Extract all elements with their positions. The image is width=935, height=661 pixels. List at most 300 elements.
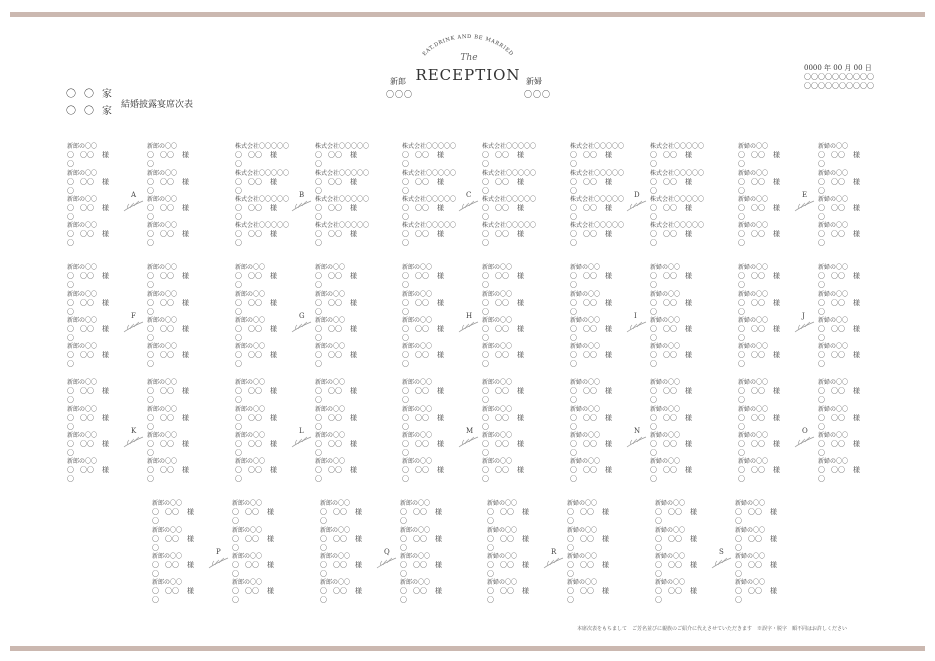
- guest-name: [400, 587, 456, 605]
- guest-name-part: 〇〇: [655, 508, 662, 525]
- guest-role: 新郎の〇〇: [232, 553, 263, 560]
- guest-role: 新婦の〇〇: [738, 432, 769, 439]
- guest-name: [567, 535, 623, 553]
- guest-role: 新婦の〇〇: [567, 500, 598, 507]
- guest-seat: [320, 499, 376, 525]
- guest-role: 新婦の〇〇: [650, 379, 681, 386]
- guest-name-part: 〇〇: [583, 414, 597, 422]
- guest-name-part: 〇〇: [415, 299, 429, 307]
- table-g: [235, 263, 405, 371]
- guest-name: [147, 351, 203, 369]
- guest-role: 新婦の〇〇: [738, 222, 769, 229]
- guest-name-part: 様: [187, 535, 194, 543]
- guest-seat: [482, 457, 538, 483]
- guest-seat: [320, 578, 376, 604]
- guest-name-part: 〇〇: [67, 204, 74, 221]
- guest-role: 新婦の〇〇: [738, 317, 769, 324]
- guest-name-part: 〇〇: [482, 351, 489, 368]
- guest-name-part: 様: [517, 204, 524, 212]
- guest-name: [67, 351, 123, 369]
- guest-name-part: 〇〇: [235, 351, 242, 368]
- guest-name-part: 〇〇: [495, 204, 509, 212]
- guest-name-part: 〇〇: [232, 561, 239, 578]
- leaf-icon: [457, 320, 479, 334]
- guest-name: [650, 351, 706, 369]
- guest-seat: [655, 499, 711, 525]
- guest-name-part: 様: [773, 230, 780, 238]
- guest-name-part: 〇〇: [831, 414, 845, 422]
- guest-name-part: 〇〇: [152, 535, 159, 552]
- guest-role: 新郎の〇〇: [67, 432, 98, 439]
- script-the: The: [460, 53, 478, 63]
- guest-role: 新郎の〇〇: [235, 406, 266, 413]
- guest-name-part: 〇〇: [663, 440, 677, 448]
- date-block: [804, 64, 874, 91]
- reception-title: RECEPTION: [415, 66, 521, 84]
- guest-role: 新郎の〇〇: [315, 379, 346, 386]
- guest-name-part: 〇〇: [235, 440, 242, 457]
- guest-name-part: 〇〇: [415, 151, 429, 159]
- guest-name-part: 様: [685, 299, 692, 307]
- guest-seat: [482, 378, 538, 404]
- guest-name-part: 〇〇: [402, 440, 409, 457]
- guest-name: [315, 440, 371, 458]
- guest-name-part: 〇〇: [67, 325, 74, 342]
- guest-role: 新婦の〇〇: [818, 143, 849, 150]
- guest-name-part: 〇〇: [235, 204, 242, 221]
- guest-name: [235, 230, 291, 248]
- guest-name-part: 様: [522, 587, 529, 595]
- guest-name-part: 様: [773, 178, 780, 186]
- guest-name-part: 〇〇: [570, 440, 577, 457]
- guest-seat: [570, 342, 626, 368]
- guest-name-part: 〇〇: [80, 204, 94, 212]
- guest-name-part: 様: [522, 561, 529, 569]
- guest-name-part: 〇〇: [147, 151, 154, 168]
- guest-name-part: 〇〇: [402, 466, 409, 483]
- guest-seat: [147, 290, 203, 316]
- guest-role: 株式会社〇〇〇〇〇: [402, 143, 457, 150]
- guest-name-part: 様: [102, 272, 109, 280]
- guest-name-part: 様: [773, 414, 780, 422]
- guest-role: 新婦の〇〇: [655, 579, 686, 586]
- guest-name: [738, 440, 794, 458]
- guest-name-part: 様: [355, 587, 362, 595]
- guest-name-part: 様: [690, 587, 697, 595]
- guest-role: 新郎の〇〇: [400, 579, 431, 586]
- guest-name-part: 〇〇: [80, 299, 94, 307]
- guest-role: 新郎の〇〇: [147, 196, 178, 203]
- guest-name-part: 〇〇: [147, 299, 154, 316]
- guest-name-part: 〇〇: [67, 351, 74, 368]
- guest-name-part: 〇〇: [570, 466, 577, 483]
- guest-seat: [655, 526, 711, 552]
- guest-name-part: 様: [437, 151, 444, 159]
- guest-name-part: 〇〇: [328, 272, 342, 280]
- guest-seat: [818, 316, 874, 342]
- guest-name-part: 〇〇: [400, 535, 407, 552]
- date-text: 0000 年 00 月 00 日: [804, 64, 872, 72]
- guest-name-part: 〇〇: [328, 351, 342, 359]
- guest-name-part: 様: [435, 587, 442, 595]
- guest-seat: [315, 142, 371, 168]
- guest-role: 新婦の〇〇: [567, 553, 598, 560]
- guest-name-part: 〇〇: [402, 151, 409, 168]
- guest-role: 新郎の〇〇: [320, 500, 351, 507]
- guest-name-part: 〇〇: [663, 299, 677, 307]
- guest-name-part: 様: [605, 204, 612, 212]
- guest-name-part: 様: [605, 272, 612, 280]
- guest-name-part: 様: [187, 587, 194, 595]
- guest-name: [315, 272, 371, 290]
- guest-name-part: 〇〇: [160, 466, 174, 474]
- guest-seat: [67, 405, 123, 431]
- guest-name-part: 様: [270, 440, 277, 448]
- guest-name-part: 様: [182, 440, 189, 448]
- guest-name-part: 〇〇: [495, 351, 509, 359]
- guest-name-part: 〇〇: [160, 151, 174, 159]
- guest-seat: [67, 342, 123, 368]
- guest-name: [818, 272, 874, 290]
- guest-name-part: 様: [270, 204, 277, 212]
- guest-name-part: 〇〇: [831, 299, 845, 307]
- guest-role: 新郎の〇〇: [235, 432, 266, 439]
- guest-name-part: 〇〇: [160, 414, 174, 422]
- guest-seat: [147, 169, 203, 195]
- family-label: 家: [102, 89, 112, 100]
- guest-name-part: 様: [350, 299, 357, 307]
- guest-name-part: 〇〇: [570, 387, 577, 404]
- guest-name-part: 様: [770, 508, 777, 516]
- guest-name: [147, 272, 203, 290]
- guest-name: [235, 325, 291, 343]
- guest-role: 新郎の〇〇: [67, 458, 98, 465]
- guest-name-part: 〇〇: [67, 440, 74, 457]
- guest-name-part: 様: [270, 299, 277, 307]
- guest-name-part: 〇〇: [248, 351, 262, 359]
- guest-name-part: 〇〇: [415, 272, 429, 280]
- guest-name-part: 様: [267, 535, 274, 543]
- guest-name-part: 〇〇: [165, 561, 179, 569]
- guest-name-part: 〇〇: [328, 440, 342, 448]
- guest-name-part: 〇〇: [663, 325, 677, 333]
- guest-seat: [67, 290, 123, 316]
- guest-role: 新婦の〇〇: [655, 527, 686, 534]
- guest-name-part: 〇〇: [248, 230, 262, 238]
- groom-label: 新郎: [390, 77, 406, 86]
- table-label: R: [551, 548, 557, 556]
- time-text-2: 〇〇〇〇〇〇〇〇〇〇: [804, 82, 874, 90]
- guest-name: [67, 325, 123, 343]
- leaf-icon: [122, 320, 144, 334]
- guest-name-part: 〇〇: [147, 466, 154, 483]
- guest-seat: [315, 378, 371, 404]
- guest-name-part: 様: [350, 230, 357, 238]
- guest-seat: [567, 526, 623, 552]
- guest-role: 新婦の〇〇: [738, 379, 769, 386]
- table-label: H: [466, 312, 473, 320]
- table-k: [67, 378, 237, 486]
- guest-name-part: 様: [690, 561, 697, 569]
- guest-name-part: 〇〇: [818, 272, 825, 289]
- guest-name-part: 〇〇: [147, 204, 154, 221]
- table-label: G: [299, 312, 305, 320]
- guest-seat: [232, 578, 288, 604]
- guest-name-part: 〇〇: [248, 440, 262, 448]
- guest-name-part: 〇〇: [402, 414, 409, 431]
- guest-seat: [818, 169, 874, 195]
- table-h: [402, 263, 572, 371]
- guest-name-part: 様: [853, 230, 860, 238]
- guest-name-part: 様: [773, 387, 780, 395]
- guest-name: [570, 351, 626, 369]
- table-label: C: [466, 191, 472, 199]
- guest-seat: [487, 499, 543, 525]
- guest-name-part: 〇〇: [748, 561, 762, 569]
- guest-name: [650, 204, 706, 222]
- guest-name-part: 様: [605, 230, 612, 238]
- guest-name-part: 〇〇: [402, 272, 409, 289]
- guest-name-part: 様: [435, 535, 442, 543]
- guest-name-part: 〇〇: [248, 299, 262, 307]
- guest-name-part: 〇〇: [583, 440, 597, 448]
- guest-name-part: 〇〇: [495, 178, 509, 186]
- guest-name: [650, 466, 706, 484]
- guest-name: [147, 440, 203, 458]
- leaf-icon: [625, 435, 647, 449]
- guest-name: [67, 178, 123, 196]
- guest-name-part: 様: [182, 325, 189, 333]
- guest-name-part: 〇〇: [482, 387, 489, 404]
- guest-name-part: 様: [685, 151, 692, 159]
- guest-name-part: 〇〇: [147, 325, 154, 342]
- guest-name: [570, 414, 626, 432]
- guest-role: 新郎の〇〇: [235, 458, 266, 465]
- guest-name-part: 〇〇: [650, 325, 657, 342]
- guest-name-part: 様: [102, 466, 109, 474]
- guest-role: 新婦の〇〇: [650, 291, 681, 298]
- guest-seat: [567, 552, 623, 578]
- table-d: [570, 142, 740, 250]
- guest-name-part: 〇〇: [818, 299, 825, 316]
- guest-name-part: 〇〇: [402, 299, 409, 316]
- guest-role: 株式会社〇〇〇〇〇: [402, 196, 457, 203]
- guest-name-part: 〇〇: [663, 178, 677, 186]
- guest-name-part: 様: [605, 299, 612, 307]
- guest-seat: [738, 195, 794, 221]
- guest-name-part: 〇〇: [748, 587, 762, 595]
- guest-role: 新郎の〇〇: [400, 527, 431, 534]
- guest-name-part: 様: [773, 299, 780, 307]
- guest-name-part: 様: [685, 440, 692, 448]
- guest-name: [650, 272, 706, 290]
- guest-name: [570, 230, 626, 248]
- guest-name-part: 〇〇: [402, 204, 409, 221]
- guest-seat: [570, 378, 626, 404]
- guest-name-part: 〇〇: [320, 561, 327, 578]
- table-label: J: [802, 312, 805, 320]
- guest-seat: [482, 169, 538, 195]
- guest-name-part: 様: [267, 587, 274, 595]
- guest-role: 新郎の〇〇: [482, 264, 513, 271]
- guest-role: 新郎の〇〇: [482, 317, 513, 324]
- guest-name-part: 様: [602, 508, 609, 516]
- guest-name-part: 様: [187, 561, 194, 569]
- guest-name-part: 様: [773, 466, 780, 474]
- family-circle: 〇: [84, 89, 94, 100]
- guest-name-part: 様: [770, 587, 777, 595]
- guest-name-part: 〇〇: [235, 414, 242, 431]
- guest-name-part: 〇〇: [650, 440, 657, 457]
- guest-role: 新婦の〇〇: [570, 432, 601, 439]
- guest-name-part: 〇〇: [482, 178, 489, 195]
- guest-name-part: 様: [182, 230, 189, 238]
- guest-role: 新郎の〇〇: [67, 379, 98, 386]
- family-names: [66, 84, 112, 118]
- guest-name-part: 〇〇: [482, 414, 489, 431]
- guest-name: [738, 325, 794, 343]
- guest-name-part: 様: [517, 151, 524, 159]
- guest-name-part: 〇〇: [567, 561, 574, 578]
- guest-role: 新郎の〇〇: [315, 406, 346, 413]
- leaf-icon: [207, 556, 229, 570]
- guest-seat: [235, 221, 291, 247]
- guest-name: [67, 414, 123, 432]
- guest-seat: [315, 457, 371, 483]
- guest-name-part: 〇〇: [248, 272, 262, 280]
- guest-name-part: 〇〇: [67, 414, 74, 431]
- footer-note: 本席次表をもちまして ご芳名並びに親族のご紹介に代えさせていただきます ※誤字・脱字 順不同はお許しください: [577, 626, 848, 632]
- guest-name-part: 〇〇: [160, 387, 174, 395]
- guest-name: [738, 204, 794, 222]
- guest-name-part: 〇〇: [400, 508, 407, 525]
- guest-name-part: 様: [517, 440, 524, 448]
- guest-role: 株式会社〇〇〇〇〇: [402, 170, 457, 177]
- guest-name-part: 〇〇: [831, 272, 845, 280]
- guest-name: [570, 204, 626, 222]
- guest-seat: [147, 405, 203, 431]
- guest-name-part: 様: [270, 414, 277, 422]
- guest-name-part: 〇〇: [735, 561, 742, 578]
- guest-name: [402, 325, 458, 343]
- guest-name-part: 様: [437, 466, 444, 474]
- bride-name: 〇〇〇: [524, 90, 551, 99]
- guest-name-part: 〇〇: [650, 230, 657, 247]
- guest-seat: [818, 263, 874, 289]
- guest-name-part: 様: [182, 351, 189, 359]
- guest-seat: [818, 142, 874, 168]
- guest-name: [570, 387, 626, 405]
- guest-name-part: 〇〇: [495, 387, 509, 395]
- guest-name-part: 〇〇: [160, 230, 174, 238]
- guest-name-part: 〇〇: [751, 299, 765, 307]
- guest-name-part: 様: [102, 387, 109, 395]
- guest-name: [402, 272, 458, 290]
- guest-name-part: 〇〇: [818, 351, 825, 368]
- guest-name-part: 〇〇: [80, 466, 94, 474]
- guest-role: 新郎の〇〇: [147, 143, 178, 150]
- guest-seat: [482, 342, 538, 368]
- guest-seat: [570, 316, 626, 342]
- guest-name: [320, 561, 376, 579]
- guest-seat: [235, 342, 291, 368]
- guest-name: [320, 535, 376, 553]
- guest-role: 新郎の〇〇: [147, 170, 178, 177]
- guest-seat: [315, 431, 371, 457]
- guest-name: [482, 178, 538, 196]
- guest-name-part: 〇〇: [818, 325, 825, 342]
- guest-name-part: 様: [437, 387, 444, 395]
- guest-name-part: 様: [517, 230, 524, 238]
- guest-name: [147, 466, 203, 484]
- guest-name-part: 〇〇: [570, 178, 577, 195]
- guest-name-part: 〇〇: [333, 535, 347, 543]
- guest-name-part: 〇〇: [650, 178, 657, 195]
- guest-name: [402, 440, 458, 458]
- guest-name-part: 様: [517, 351, 524, 359]
- guest-role: 新郎の〇〇: [235, 343, 266, 350]
- guest-name: [315, 230, 371, 248]
- guest-name: [655, 535, 711, 553]
- guest-name-part: 様: [853, 299, 860, 307]
- table-label: K: [131, 427, 137, 435]
- guest-role: 新婦の〇〇: [738, 170, 769, 177]
- guest-name-part: 様: [853, 178, 860, 186]
- guest-name-part: 〇〇: [751, 178, 765, 186]
- guest-name-part: 〇〇: [570, 272, 577, 289]
- guest-name-part: 〇〇: [413, 561, 427, 569]
- guest-name: [650, 387, 706, 405]
- guest-name-part: 様: [517, 272, 524, 280]
- guest-seat: [738, 290, 794, 316]
- table-label: D: [634, 191, 640, 199]
- guest-name-part: 〇〇: [402, 178, 409, 195]
- guest-name-part: 〇〇: [415, 204, 429, 212]
- guest-seat: [818, 378, 874, 404]
- guest-name-part: 〇〇: [831, 351, 845, 359]
- leaf-icon: [122, 199, 144, 213]
- guest-name-part: 〇〇: [315, 387, 322, 404]
- family-label: 家: [102, 106, 112, 117]
- guest-name: [402, 387, 458, 405]
- guest-name-part: 〇〇: [333, 561, 347, 569]
- guest-name: [487, 508, 543, 526]
- guest-role: 新郎の〇〇: [482, 458, 513, 465]
- guest-name: [482, 351, 538, 369]
- guest-role: 新婦の〇〇: [818, 406, 849, 413]
- guest-seat: [650, 431, 706, 457]
- guest-name-part: 〇〇: [315, 466, 322, 483]
- leaf-icon: [793, 199, 815, 213]
- guest-role: 新郎の〇〇: [315, 264, 346, 271]
- guest-seat: [650, 342, 706, 368]
- guest-role: 新婦の〇〇: [650, 317, 681, 324]
- guest-name-part: 〇〇: [165, 587, 179, 595]
- guest-seat: [487, 552, 543, 578]
- guest-name-part: 様: [182, 151, 189, 159]
- guest-role: 株式会社〇〇〇〇〇: [650, 222, 705, 229]
- guest-name-part: 〇〇: [735, 535, 742, 552]
- guest-name-part: 〇〇: [738, 230, 745, 247]
- guest-name-part: 様: [350, 272, 357, 280]
- guest-name-part: 〇〇: [663, 230, 677, 238]
- guest-role: 株式会社〇〇〇〇〇: [315, 222, 370, 229]
- guest-name: [738, 387, 794, 405]
- guest-role: 新郎の〇〇: [152, 579, 183, 586]
- guest-name-part: 〇〇: [570, 151, 577, 168]
- guest-name-part: 〇〇: [751, 351, 765, 359]
- guest-name-part: 〇〇: [735, 587, 742, 604]
